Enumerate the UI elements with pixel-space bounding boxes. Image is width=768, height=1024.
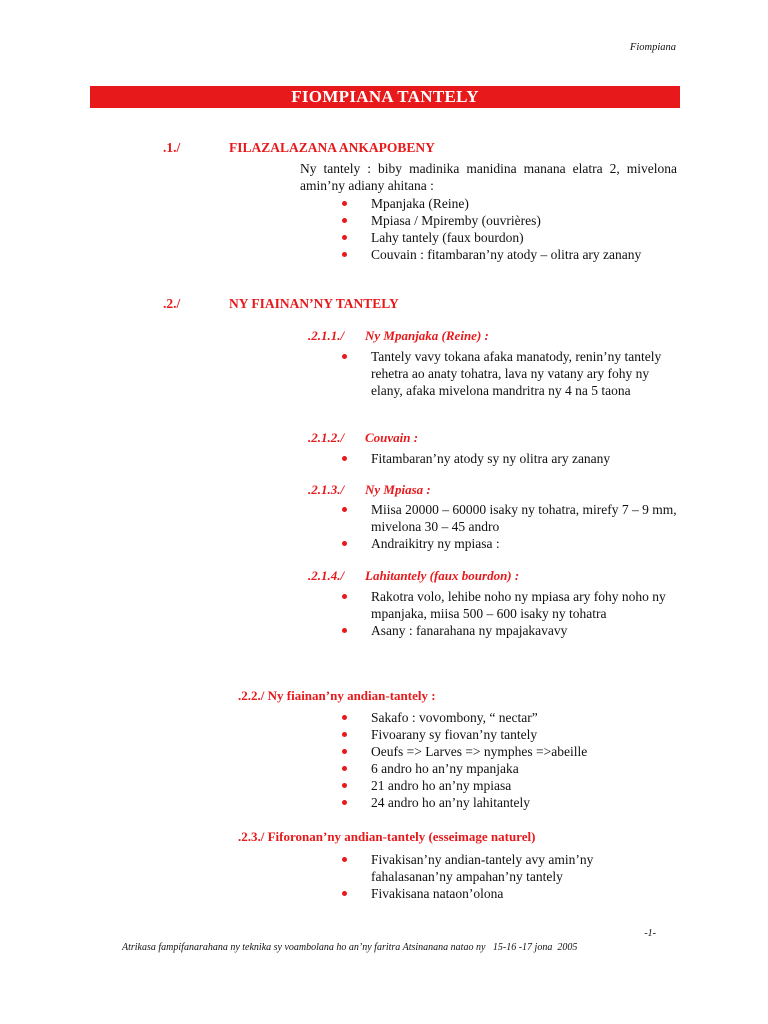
section-1-intro: Ny tantely : biby madinika manidina manana elatra 2, mivelona amin’ny adiany ahitana : [300, 161, 677, 193]
list-item: Mpanjaka (Reine) [342, 195, 662, 212]
section-1-list [342, 195, 662, 263]
section-number: .1./ [163, 140, 181, 155]
list-item: Oeufs => Larves => nymphes =>abeille [342, 743, 672, 760]
subsection-number: .2.1.4./ [308, 568, 345, 583]
page-number: -1- [644, 928, 656, 939]
subsection-2-1-4-heading [308, 568, 519, 584]
section-2-heading [163, 296, 399, 312]
subsection-2-1-1-heading [308, 328, 489, 344]
list-item: Sakafo : vovombony, “ nectar” [342, 709, 672, 726]
section-2-3-heading: .2.3./ Fiforonan’ny andian-tantely (esseimage naturel) [238, 829, 536, 844]
list-item: Fivakisana nataon’olona [342, 885, 652, 902]
list-item: Fitambaran’ny atody sy ny olitra ary zanany [342, 450, 682, 467]
section-1-heading [163, 140, 435, 156]
subsection-2-1-1-list [342, 348, 682, 399]
footer-text: Atrikasa fampifanarahana ny teknika sy voambolana ho an’ny faritra Atsinanana natao ny 15-16 -17 jona 2005 [122, 942, 578, 953]
list-item: Andraikitry ny mpiasa : [342, 535, 682, 552]
subsection-title: Ny Mpiasa : [365, 482, 431, 497]
section-title: NY FIAINAN’NY TANTELY [229, 296, 399, 311]
document-title: FIOMPIANA TANTELY [90, 86, 680, 108]
list-item: Rakotra volo, lehibe noho ny mpiasa ary fohy noho ny mpanjaka, miisa 500 – 600 isaky ny tohatra [342, 588, 682, 622]
subsection-2-1-3-list [342, 501, 682, 552]
list-item: 6 andro ho an’ny mpanjaka [342, 760, 672, 777]
section-2-2-heading: .2.2./ Ny fiainan’ny andian-tantely : [238, 688, 436, 703]
subsection-2-1-2-list [342, 450, 682, 467]
list-item: Fivakisan’ny andian-tantely avy amin’ny fahalasanan’ny ampahan’ny tantely [342, 851, 652, 885]
running-header: Fiompiana [629, 42, 676, 53]
section-number: .2./ [163, 296, 181, 311]
list-item: Mpiasa / Mpiremby (ouvrières) [342, 212, 662, 229]
subsection-number: .2.1.1./ [308, 328, 345, 343]
list-item: 24 andro ho an’ny lahitantely [342, 794, 672, 811]
subsection-title: Lahitantely (faux bourdon) : [365, 568, 520, 583]
subsection-2-1-2-heading [308, 430, 418, 446]
list-item: Asany : fanarahana ny mpajakavavy [342, 622, 682, 639]
subsection-number: .2.1.3./ [308, 482, 345, 497]
subsection-2-1-3-heading [308, 482, 431, 498]
subsection-title: Couvain : [365, 430, 419, 445]
section-2-2-list [342, 709, 672, 811]
section-2-3-list [342, 851, 652, 902]
subsection-number: .2.1.2./ [308, 430, 345, 445]
list-item: Miisa 20000 – 60000 isaky ny tohatra, mirefy 7 – 9 mm, mivelona 30 – 45 andro [342, 501, 682, 535]
section-title: FILAZALAZANA ANKAPOBENY [229, 140, 435, 155]
list-item: 21 andro ho an’ny mpiasa [342, 777, 672, 794]
list-item: Couvain : fitambaran’ny atody – olitra ary zanany [342, 246, 662, 263]
list-item: Tantely vavy tokana afaka manatody, renin’ny tantely rehetra ao anaty tohatra, lava ny vatany ary fohy ny elany, afaka mivelona mandritra ny 4 na 5 taona [342, 348, 682, 399]
list-item: Fivoarany sy fiovan’ny tantely [342, 726, 672, 743]
subsection-title: Ny Mpanjaka (Reine) : [365, 328, 489, 343]
subsection-2-1-4-list [342, 588, 682, 639]
list-item: Lahy tantely (faux bourdon) [342, 229, 662, 246]
